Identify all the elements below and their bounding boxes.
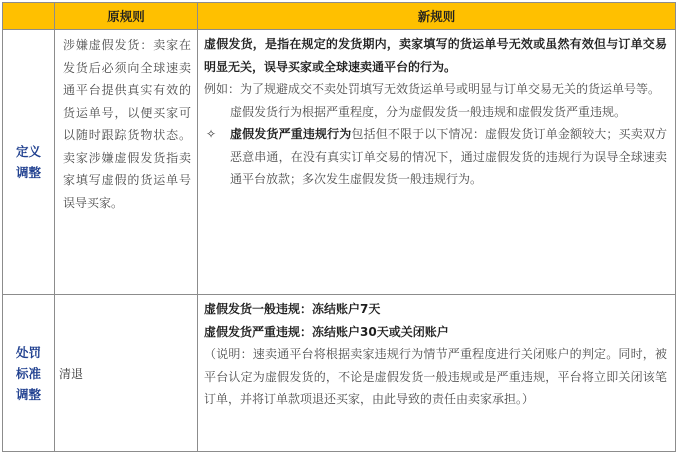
table-row-penalty <box>3 295 676 452</box>
penalty-serious: 虚假发货严重违规：冻结账户30天或关闭账户 <box>204 324 449 339</box>
new-definition-severity: 虚假发货行为根据严重程度，分为虚假发货一般违规和虚假发货严重违规。 <box>230 104 627 119</box>
new-definition-serious-item <box>204 123 667 191</box>
header-old-rule: 原规则 <box>55 3 198 30</box>
new-rule-penalty <box>198 295 676 452</box>
category-penalty <box>3 295 55 452</box>
new-definition-statement: 虚假发货，是指在规定的发货期内，卖家填写的货运单号无效或虽然有效但与订单交易明显无关，误导买家或全球速卖通平台的行为。 <box>204 37 667 74</box>
serious-violation-description: 包括但不限于以下情况：虚假发货订单金额较大；买卖双方恶意串通，在没有真实订单交易的情况下，通过虚假发货的违规行为误导全球速卖通平台放款；多次发生虚假发货一般违规行为。 <box>230 127 667 186</box>
penalty-general: 虚假发货一般违规：冻结账户7天 <box>204 302 381 316</box>
table-header-row <box>3 3 676 30</box>
rules-comparison-table <box>2 2 676 452</box>
penalty-note: （说明：速卖通平台将根据卖家违规行为情节严重程度进行关闭账户的判定。同时，被平台认定为虚假发货的，不论是虚假发货一般违规或是严重违规，平台将立即关闭该笔订单，并将订单款项退还买家，由此导致的责任由卖家承担。） <box>204 347 667 406</box>
serious-violation-term: 虚假发货严重违规行为 <box>230 127 352 141</box>
header-new-rule: 新规则 <box>198 3 676 30</box>
old-rule-definition: 涉嫌虚假发货：卖家在发货后必须向全球速卖通平台提供真实有效的货运单号，以便买家可以随时跟踪货物状态。卖家涉嫌虚假发货指卖家填写虚假的货运单号误导买家。 <box>55 30 198 295</box>
old-rule-penalty: 清退 <box>55 295 198 452</box>
diamond-bullet-icon: ✧ <box>206 127 217 141</box>
category-penalty-label: 处罚标准调整 <box>15 344 41 402</box>
category-definition <box>3 30 55 295</box>
new-definition-example: 例如：为了规避成交不卖处罚填写无效货运单号或明显与订单交易无关的货运单号等。 <box>204 82 661 96</box>
category-definition-label: 定义调整 <box>15 144 41 180</box>
table-row-definition <box>3 30 676 295</box>
header-empty-cell <box>3 3 55 30</box>
new-rule-definition <box>198 30 676 295</box>
